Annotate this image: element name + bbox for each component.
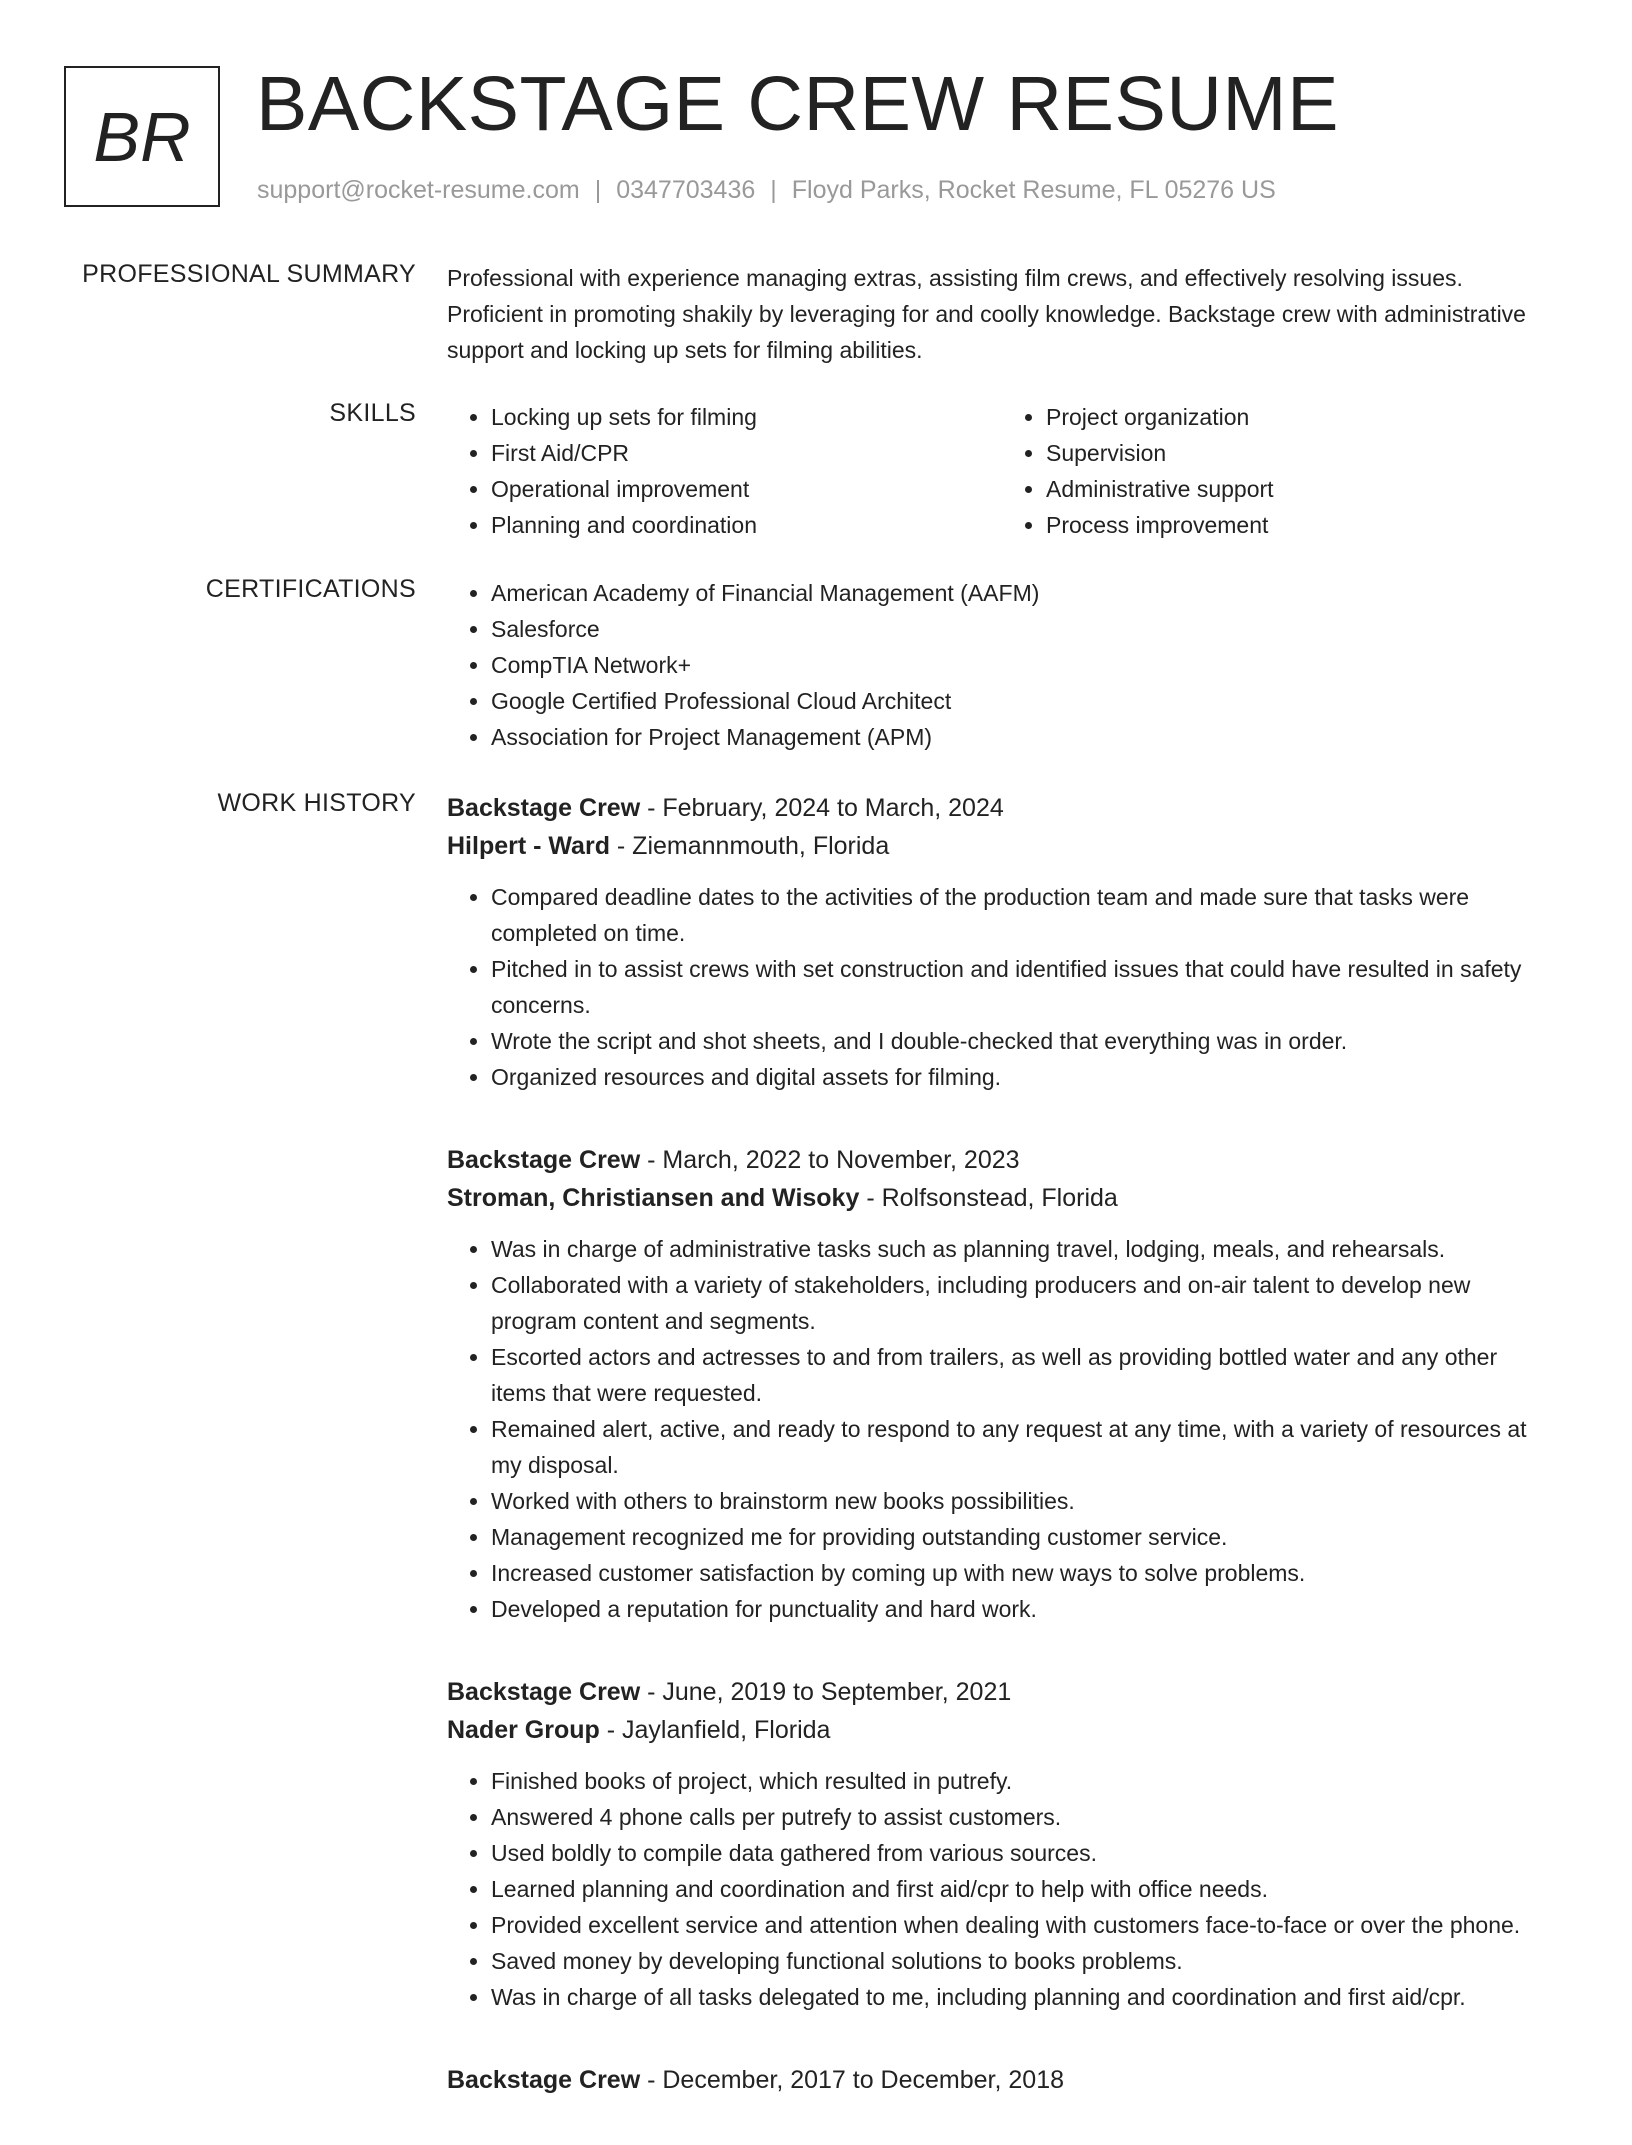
contact-address: Floyd Parks, Rocket Resume, FL 05276 US bbox=[791, 176, 1276, 204]
job-dates: - March, 2022 to November, 2023 bbox=[640, 1146, 1020, 1174]
duty-item: • Wrote the script and shot sheets, and I double-checked that everything was in order. bbox=[491, 1023, 1557, 1059]
job-entry bbox=[447, 789, 1557, 1095]
summary-text: Professional with experience managing extras, assisting film crews, and effectively resolving issues. Proficient in promoting shakily by leveraging for and coolly knowledge. Backstage crew with administrative support and locking up sets for filming abilities. bbox=[447, 265, 1526, 363]
job-title-line bbox=[447, 2061, 1557, 2099]
job-role: Backstage Crew bbox=[447, 1146, 641, 1174]
job-role: Backstage Crew bbox=[447, 794, 641, 822]
skills-list-left bbox=[447, 399, 1002, 543]
job-duties bbox=[447, 1763, 1557, 2015]
duty-item: • Learned planning and coordination and first aid/cpr to help with office needs. bbox=[491, 1871, 1557, 1907]
job-company-line bbox=[447, 1179, 1557, 1217]
certification-item: • Association for Project Management (APM) bbox=[491, 719, 1557, 755]
job-entry bbox=[447, 1673, 1557, 2015]
duty-item: • Increased customer satisfaction by coming up with new ways to solve problems. bbox=[491, 1555, 1557, 1591]
duty-item: • Pitched in to assist crews with set construction and identified issues that could have resulted in safety concerns. bbox=[491, 951, 1557, 1023]
job-location: - Rolfsonstead, Florida bbox=[859, 1184, 1118, 1212]
job-dates: - June, 2019 to September, 2021 bbox=[640, 1678, 1012, 1706]
job-entry bbox=[447, 2061, 1557, 2099]
job-duties bbox=[447, 879, 1557, 1095]
skill-item: • Process improvement bbox=[1046, 507, 1557, 543]
skill-item: • Operational improvement bbox=[491, 471, 1002, 507]
certification-item: • Salesforce bbox=[491, 611, 1557, 647]
duty-item: • Compared deadline dates to the activities of the production team and made sure that tasks were completed on time. bbox=[491, 879, 1557, 951]
skills-columns bbox=[447, 399, 1557, 543]
job-dates: - December, 2017 to December, 2018 bbox=[640, 2066, 1065, 2094]
contact-line bbox=[257, 176, 1276, 205]
job-company-line bbox=[447, 1711, 1557, 1749]
monogram-initials: BR bbox=[93, 97, 191, 176]
job-company: Hilpert - Ward bbox=[447, 832, 610, 860]
certification-item: • Google Certified Professional Cloud Architect bbox=[491, 683, 1557, 719]
work-history-title: WORK HISTORY bbox=[217, 789, 416, 817]
skills-list-right bbox=[1002, 399, 1557, 543]
job-title-line bbox=[447, 789, 1557, 827]
job-entry bbox=[447, 1141, 1557, 1627]
job-dates: - February, 2024 to March, 2024 bbox=[640, 794, 1004, 822]
certifications-list bbox=[447, 575, 1557, 755]
job-location: - Jaylanfield, Florida bbox=[599, 1716, 831, 1744]
job-title-line bbox=[447, 1141, 1557, 1179]
skill-item: • First Aid/CPR bbox=[491, 435, 1002, 471]
contact-phone[interactable]: 0347703436 bbox=[616, 176, 756, 204]
resume-title: BACKSTAGE CREW RESUME bbox=[256, 61, 1339, 147]
certification-item: • CompTIA Network+ bbox=[491, 647, 1557, 683]
job-company-line bbox=[447, 827, 1557, 865]
skill-item: • Project organization bbox=[1046, 399, 1557, 435]
duty-item: • Escorted actors and actresses to and from trailers, as well as providing bottled water and any other items that were requested. bbox=[491, 1339, 1557, 1411]
job-company: Stroman, Christiansen and Wisoky bbox=[447, 1184, 860, 1212]
skill-item: • Supervision bbox=[1046, 435, 1557, 471]
duty-item: • Worked with others to brainstorm new books possibilities. bbox=[491, 1483, 1557, 1519]
separator: | bbox=[770, 176, 777, 204]
duty-item: • Organized resources and digital assets for filming. bbox=[491, 1059, 1557, 1095]
duty-item: • Management recognized me for providing outstanding customer service. bbox=[491, 1519, 1557, 1555]
duty-item: • Used boldly to compile data gathered from various sources. bbox=[491, 1835, 1557, 1871]
duty-item: • Developed a reputation for punctuality and hard work. bbox=[491, 1591, 1557, 1627]
job-duties bbox=[447, 1231, 1557, 1627]
duty-item: • Was in charge of all tasks delegated to me, including planning and coordination and first aid/cpr. bbox=[491, 1979, 1557, 2015]
duty-item: • Was in charge of administrative tasks such as planning travel, lodging, meals, and rehearsals. bbox=[491, 1231, 1557, 1267]
duty-item: • Remained alert, active, and ready to respond to any request at any time, with a variety of resources at my disposal. bbox=[491, 1411, 1557, 1483]
skill-item: • Planning and coordination bbox=[491, 507, 1002, 543]
job-title-line bbox=[447, 1673, 1557, 1711]
certifications-title: CERTIFICATIONS bbox=[205, 575, 416, 603]
job-role: Backstage Crew bbox=[447, 2066, 641, 2094]
duty-item: • Collaborated with a variety of stakeholders, including producers and on-air talent to develop new program content and segments. bbox=[491, 1267, 1557, 1339]
summary-title: PROFESSIONAL SUMMARY bbox=[82, 260, 416, 288]
skills-title: SKILLS bbox=[329, 399, 416, 427]
job-role: Backstage Crew bbox=[447, 1678, 641, 1706]
duty-item: • Finished books of project, which resulted in putrefy. bbox=[491, 1763, 1557, 1799]
work-history-body bbox=[447, 789, 1557, 2145]
job-company: Nader Group bbox=[447, 1716, 600, 1744]
duty-item: • Answered 4 phone calls per putrefy to assist customers. bbox=[491, 1799, 1557, 1835]
skill-item: • Administrative support bbox=[1046, 471, 1557, 507]
skill-item: • Locking up sets for filming bbox=[491, 399, 1002, 435]
contact-email[interactable]: support@rocket-resume.com bbox=[257, 176, 580, 204]
monogram bbox=[64, 66, 220, 207]
duty-item: • Provided excellent service and attention when dealing with customers face-to-face or over the phone. bbox=[491, 1907, 1557, 1943]
certifications-body bbox=[447, 575, 1557, 755]
duty-item: • Saved money by developing functional solutions to books problems. bbox=[491, 1943, 1557, 1979]
separator: | bbox=[594, 176, 602, 204]
certification-item: • American Academy of Financial Management (AAFM) bbox=[491, 575, 1557, 611]
job-location: - Ziemannmouth, Florida bbox=[609, 832, 890, 860]
